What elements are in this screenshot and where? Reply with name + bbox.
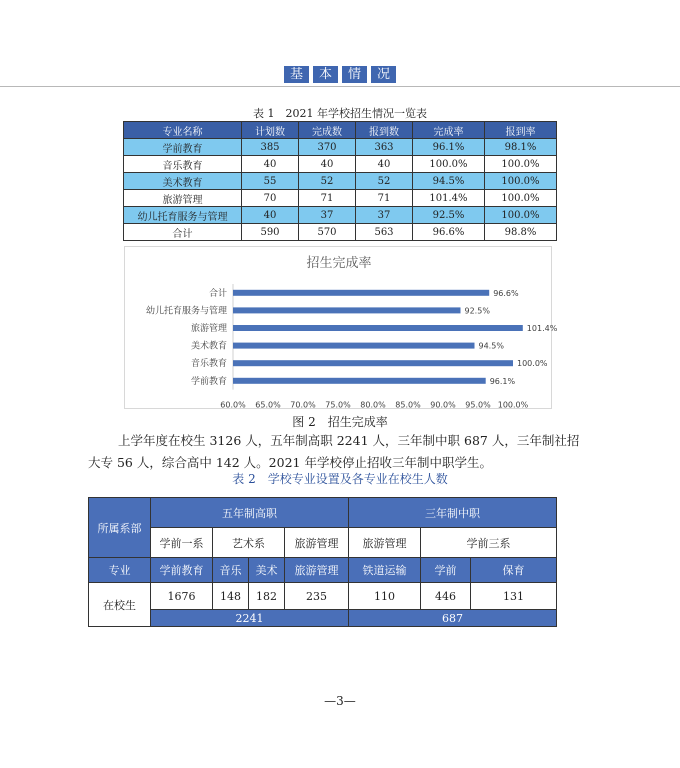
category-label: 旅游管理 xyxy=(190,324,227,334)
table-cell: 96.6% xyxy=(413,224,485,241)
tick-label: 100.0% xyxy=(497,400,529,410)
table-cell: 563 xyxy=(356,224,413,241)
major-cell: 保育 xyxy=(471,558,557,583)
table-cell: 幼儿托育服务与管理 xyxy=(124,207,242,224)
header-divider xyxy=(0,86,680,87)
table-header-row xyxy=(124,122,557,139)
section-banner xyxy=(284,66,396,83)
total-cell: 2241 xyxy=(151,610,349,627)
table-cell: 71 xyxy=(356,190,413,207)
category-label: 合计 xyxy=(208,288,227,299)
major-cell: 美术 xyxy=(249,558,285,583)
student-count-cell: 1676 xyxy=(151,583,213,610)
table-cell: 100.0% xyxy=(484,207,556,224)
dept-cell: 旅游管理 xyxy=(349,528,421,558)
enrollment-table xyxy=(123,121,557,241)
header-cell: 计划数 xyxy=(242,122,299,139)
tick-label: 80.0% xyxy=(360,400,386,410)
major-cell: 音乐 xyxy=(213,558,249,583)
table-cell: 70 xyxy=(242,190,299,207)
table-cell: 100.0% xyxy=(484,190,556,207)
bar xyxy=(233,343,475,349)
table-cell: 98.1% xyxy=(484,139,556,156)
figure-caption: 图 2 招生完成率 xyxy=(292,415,388,429)
group-header-cell: 三年制中职 xyxy=(349,498,557,528)
tick-label: 75.0% xyxy=(325,400,351,410)
paragraph-line: 大专 56 人，综合高中 142 人。2021 年学校停止招收三年制中职学生。 xyxy=(88,455,492,470)
category-label: 音乐教育 xyxy=(190,359,227,370)
table-cell: 96.1% xyxy=(413,139,485,156)
major-cell: 学前教育 xyxy=(151,558,213,583)
dept-cell: 艺术系 xyxy=(213,528,285,558)
table-cell: 37 xyxy=(299,207,356,224)
table-cell: 570 xyxy=(299,224,356,241)
table-cell: 94.5% xyxy=(413,173,485,190)
table-row xyxy=(124,139,557,156)
dept-cell: 旅游管理 xyxy=(285,528,349,558)
data-label: 101.4% xyxy=(526,324,558,333)
banner-char: 情 xyxy=(342,66,367,83)
data-label: 100.0% xyxy=(517,359,548,369)
completion-rate-chart xyxy=(124,246,558,410)
table-cell: 101.4% xyxy=(413,190,485,207)
student-count-cell: 148 xyxy=(213,583,249,610)
tick-label: 95.0% xyxy=(465,400,491,410)
table-total-row xyxy=(124,224,557,241)
table-cell: 385 xyxy=(242,139,299,156)
dept-cell: 学前一系 xyxy=(151,528,213,558)
bar xyxy=(233,360,513,366)
paragraph-line: 上学年度在校生 3126 人，五年制高职 2241 人，三年制中职 687 人，三年制社招 xyxy=(118,433,580,448)
table-row xyxy=(124,207,557,224)
major-cell: 学前 xyxy=(421,558,471,583)
student-count-cell: 235 xyxy=(285,583,349,610)
chart-title: 招生完成率 xyxy=(306,256,372,271)
majors-table xyxy=(88,497,557,627)
table-cell: 美术教育 xyxy=(124,173,242,190)
table-cell: 40 xyxy=(242,207,299,224)
data-label: 94.5% xyxy=(478,341,504,351)
table-cell: 55 xyxy=(242,173,299,190)
category-label: 幼儿托育服务与管理 xyxy=(145,306,227,317)
table-row xyxy=(124,173,557,190)
bar xyxy=(233,290,489,296)
table-cell: 旅游管理 xyxy=(124,190,242,207)
table-row xyxy=(124,190,557,207)
header-cell: 报到数 xyxy=(356,122,413,139)
table-cell: 363 xyxy=(356,139,413,156)
student-count-cell: 131 xyxy=(471,583,557,610)
table-cell: 37 xyxy=(356,207,413,224)
category-label: 美术教育 xyxy=(190,341,227,352)
table-cell: 71 xyxy=(299,190,356,207)
header-cell: 完成率 xyxy=(413,122,485,139)
page-number: —3— xyxy=(324,694,356,708)
bar xyxy=(233,307,461,313)
major-cell: 铁道运输 xyxy=(349,558,421,583)
table-cell: 100.0% xyxy=(484,173,556,190)
banner-char: 本 xyxy=(313,66,338,83)
group-header-cell: 五年制高职 xyxy=(151,498,349,528)
table-cell: 92.5% xyxy=(413,207,485,224)
table-cell: 40 xyxy=(242,156,299,173)
table-cell: 370 xyxy=(299,139,356,156)
table2-caption: 表 2 学校专业设置及各专业在校生人数 xyxy=(232,472,448,486)
data-label: 96.1% xyxy=(489,376,516,386)
bar xyxy=(233,325,523,331)
table-cell: 100.0% xyxy=(484,156,556,173)
student-count-cell: 182 xyxy=(249,583,285,610)
table-cell: 590 xyxy=(242,224,299,241)
total-cell: 687 xyxy=(349,610,557,627)
header-cell: 专业名称 xyxy=(124,122,242,139)
dept-cell: 学前三系 xyxy=(421,528,557,558)
table-cell: 音乐教育 xyxy=(124,156,242,173)
table-cell: 52 xyxy=(299,173,356,190)
major-cell: 旅游管理 xyxy=(285,558,349,583)
dept-label-cell: 所属系部 xyxy=(89,498,151,558)
student-count-cell: 446 xyxy=(421,583,471,610)
table1-caption: 表 1 2021 年学校招生情况一览表 xyxy=(253,107,427,120)
table-cell: 学前教育 xyxy=(124,139,242,156)
table-cell: 40 xyxy=(299,156,356,173)
header-cell: 报到率 xyxy=(484,122,556,139)
table-cell: 98.8% xyxy=(484,224,556,241)
table-cell: 合计 xyxy=(124,224,242,241)
tick-label: 70.0% xyxy=(290,400,316,410)
data-label: 96.6% xyxy=(493,288,519,298)
category-label: 学前教育 xyxy=(190,376,227,387)
data-label: 92.5% xyxy=(464,306,490,316)
table-cell: 100.0% xyxy=(413,156,485,173)
chart-svg xyxy=(125,247,558,410)
banner-char: 基 xyxy=(284,66,309,83)
header-cell: 完成数 xyxy=(299,122,356,139)
table-cell: 52 xyxy=(356,173,413,190)
tick-label: 85.0% xyxy=(395,400,421,410)
tick-label: 90.0% xyxy=(430,400,456,410)
tick-label: 60.0% xyxy=(220,400,246,410)
major-label-cell: 专业 xyxy=(89,558,151,583)
students-label-cell: 在校生 xyxy=(89,583,151,627)
tick-label: 65.0% xyxy=(255,400,281,410)
bar xyxy=(233,378,486,384)
student-count-cell: 110 xyxy=(349,583,421,610)
banner-char: 况 xyxy=(371,66,396,83)
table-cell: 40 xyxy=(356,156,413,173)
table-row xyxy=(124,156,557,173)
